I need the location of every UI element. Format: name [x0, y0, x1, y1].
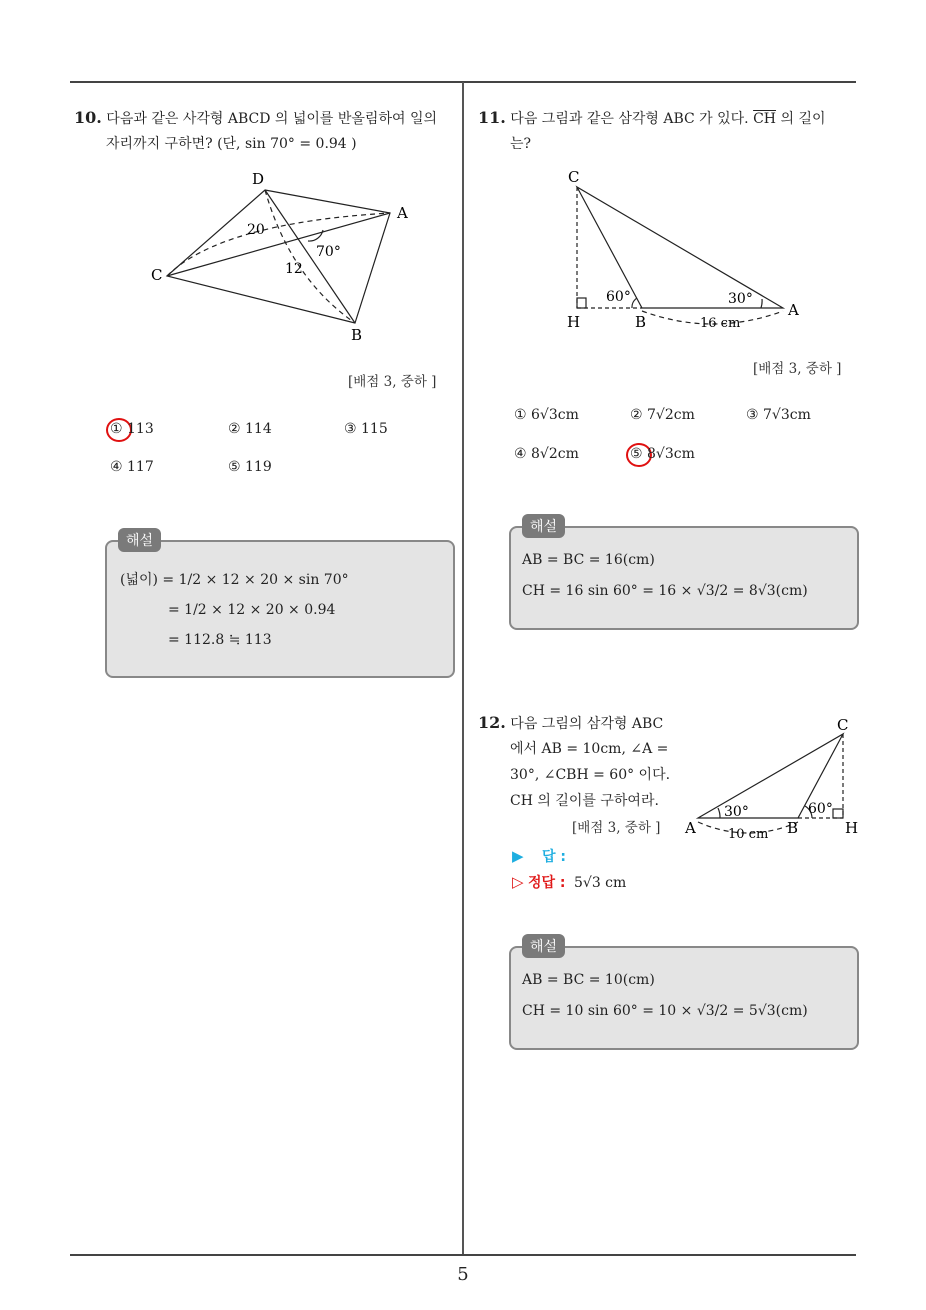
- choice-4[interactable]: ④ 8√2cm: [514, 446, 579, 462]
- angle-30: 30°: [724, 804, 749, 820]
- vertex-b: B: [787, 819, 799, 837]
- solution-line-1: (넓이) = 1/2 × 12 × 20 × sin 70°: [120, 572, 349, 588]
- choice-2[interactable]: ② 114: [228, 421, 272, 437]
- vertex-h: H: [845, 819, 859, 837]
- outline-play-icon: ▷: [512, 873, 524, 891]
- question-text-line1: 다음과 같은 사각형 ABCD 의 넓이를 반올림하여 일의: [106, 111, 437, 127]
- vertex-a: A: [397, 204, 408, 222]
- answer-label: 답 :: [542, 849, 566, 865]
- length-16cm: 16 cm: [700, 316, 741, 331]
- choice-5[interactable]: ⑤ 119: [228, 459, 272, 475]
- right-angle-mark: [833, 809, 843, 818]
- choice-3[interactable]: ③ 7√3cm: [746, 407, 811, 423]
- choice-1[interactable]: ① 6√3cm: [514, 407, 579, 423]
- score-label: [배점 3, 중하 ]: [348, 374, 437, 390]
- solution-line-3: = 112.8 ≒ 113: [168, 632, 272, 648]
- question-number: 10.: [74, 108, 102, 127]
- solution-tag: 해설: [522, 934, 565, 958]
- question-12: [478, 710, 663, 737]
- q12-triangle-figure: [680, 712, 860, 842]
- diagonal-db: [265, 190, 355, 323]
- question-11: [478, 105, 826, 132]
- solution-line-1: AB = BC = 16(cm): [522, 552, 655, 568]
- segment-ch: $\overline{CH}$: [753, 111, 777, 127]
- question-number: 11.: [478, 108, 506, 127]
- choice-1[interactable]: ① 113: [110, 421, 154, 437]
- question-10: [74, 105, 437, 132]
- vertex-c: C: [837, 716, 849, 734]
- question-text-line2: 에서 AB = 10cm, ∠A =: [510, 741, 669, 757]
- angle-30: 30°: [728, 291, 753, 307]
- solution-line-2: CH = 16 sin 60° = 16 × √3/2 = 8√3(cm): [522, 583, 808, 599]
- angle-arc-b: [632, 298, 637, 308]
- correct-answer-label: 정답 :: [528, 875, 566, 891]
- length-20: 20: [247, 222, 265, 238]
- answer-row: [512, 846, 566, 866]
- angle-60: 60°: [808, 801, 833, 817]
- length-10cm: 10 cm: [728, 827, 769, 842]
- play-icon: ▶: [512, 847, 524, 865]
- question-text-line1a: 다음 그림과 같은 삼각형 ABC 가 있다.: [510, 111, 749, 127]
- q10-quadrilateral-figure: [140, 168, 430, 348]
- choice-4[interactable]: ④ 117: [110, 459, 154, 475]
- vertex-c: C: [151, 266, 163, 284]
- bottom-rule: [70, 1254, 856, 1256]
- right-angle-mark: [577, 298, 586, 308]
- question-text-line1: 다음 그림의 삼각형 ABC: [510, 716, 664, 732]
- solution-line-2: = 1/2 × 12 × 20 × 0.94: [168, 602, 336, 618]
- diagonal-ca: [167, 213, 390, 276]
- question-text-line2: 는?: [510, 136, 532, 152]
- question-text-line4: CH 의 길이를 구하여라.: [510, 793, 659, 809]
- vertex-a: A: [788, 301, 799, 319]
- solution-tag: 해설: [522, 514, 565, 538]
- solution-line-1: AB = BC = 10(cm): [522, 972, 655, 988]
- choice-2[interactable]: ② 7√2cm: [630, 407, 695, 423]
- vertex-b: B: [635, 313, 647, 331]
- vertex-b: B: [351, 326, 363, 344]
- question-text-line1b: 의 길이: [780, 111, 826, 127]
- page-number: 5: [457, 1264, 469, 1285]
- angle-arc-a: [718, 808, 720, 818]
- angle-arc-a: [761, 299, 762, 308]
- angle-70: 70°: [316, 244, 341, 260]
- vertex-h: H: [567, 313, 581, 331]
- solution-tag: 해설: [118, 528, 161, 552]
- question-number: 12.: [478, 713, 506, 732]
- choice-3[interactable]: ③ 115: [344, 421, 388, 437]
- question-text-line3: 30°, ∠CBH = 60° 이다.: [510, 767, 671, 783]
- correct-answer-row: [512, 872, 626, 892]
- vertex-a: A: [685, 819, 696, 837]
- choice-5[interactable]: ⑤ 8√3cm: [630, 446, 695, 462]
- solution-line-2: CH = 10 sin 60° = 10 × √3/2 = 5√3(cm): [522, 1003, 808, 1019]
- question-text-line2: 자리까지 구하면? (단, sin 70° = 0.94 ): [106, 136, 357, 152]
- score-label: [배점 3, 중하 ]: [753, 361, 842, 377]
- q11-triangle-figure: [555, 165, 815, 340]
- correct-answer-value: 5√3 cm: [573, 875, 627, 891]
- vertex-d: D: [252, 170, 265, 188]
- length-12: 12: [285, 261, 303, 277]
- angle-60: 60°: [606, 289, 631, 305]
- vertex-c: C: [568, 168, 580, 186]
- column-divider: [462, 82, 464, 1254]
- score-label: [배점 3, 중하 ]: [572, 820, 661, 836]
